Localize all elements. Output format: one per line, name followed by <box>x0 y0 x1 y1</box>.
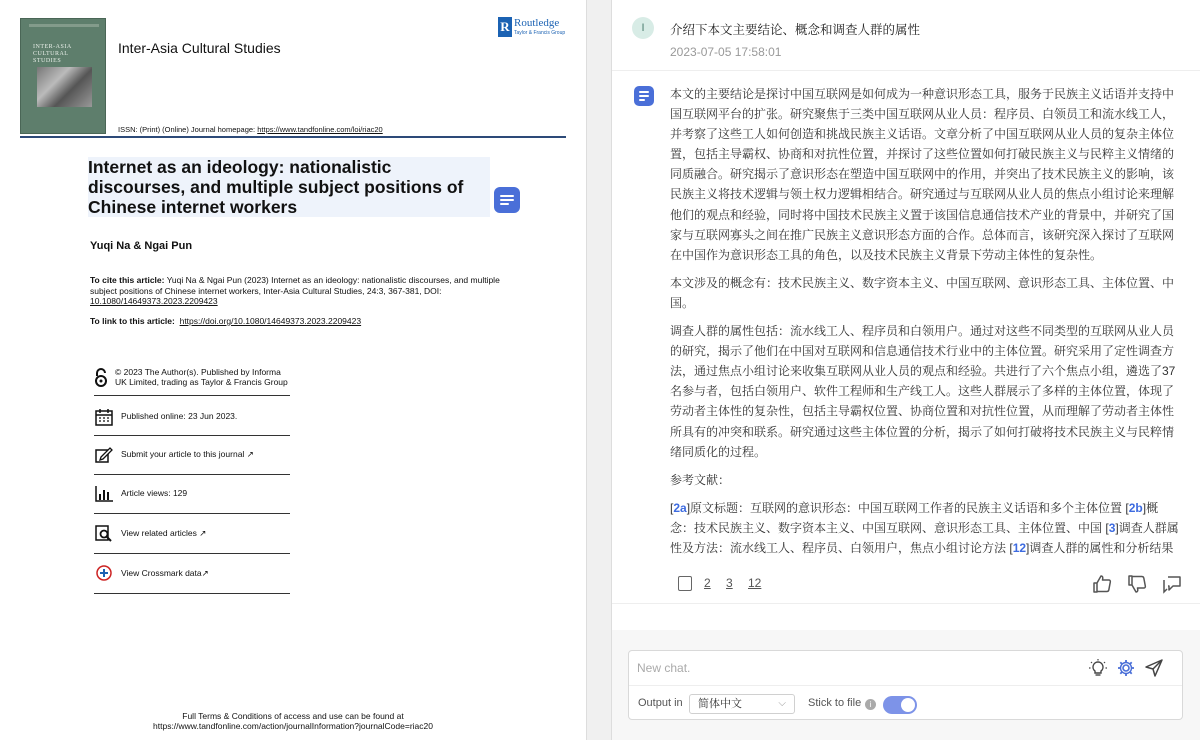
cite-label: To cite this article: <box>90 275 165 285</box>
journal-homepage-link[interactable]: https://www.tandfonline.com/loi/riac20 <box>257 125 383 134</box>
link-label: To link to this article: <box>90 316 178 326</box>
comment-flag-icon[interactable] <box>1162 574 1182 594</box>
submit-row[interactable] <box>94 436 290 475</box>
chat-panel <box>612 0 1200 740</box>
ref-link[interactable]: 3 <box>1108 520 1116 535</box>
cite-body: Yuqi Na & Ngai Pun (2023) Internet as an ideology: nationalistic discourses, and multiple subject positions of Chinese internet workers, Inter-Asia Cultural Studies, 24:3, 367-381, DOI: <box>90 275 500 296</box>
search-doc-icon <box>94 524 114 544</box>
output-language-select[interactable] <box>689 694 795 714</box>
question-timestamp: 2023-07-05 17:58:01 <box>670 45 782 59</box>
references-list: [2a]原文标题：互联网的意识形态：中国互联网工作者的民族主义话语和多个主体位置 [2b]概念：技术民族主义、数字资本主义、中国互联网、意识形态工具、主体位置、中国 [3]调查人群属性及方法：流水线工人、程序员、白领用户，焦点小组讨论方法 [12]调查人群的属性和分析结果 <box>670 500 1179 555</box>
ref-link[interactable]: 2a <box>673 500 687 515</box>
source-page-link[interactable]: 3 <box>726 576 733 590</box>
source-page-link[interactable]: 12 <box>748 576 762 590</box>
info-icon[interactable]: i <box>865 699 876 710</box>
journal-name: Inter-Asia Cultural Studies <box>118 40 281 56</box>
cover-photo <box>37 67 92 107</box>
assistant-avatar-icon <box>634 86 654 106</box>
user-avatar: I <box>632 17 654 39</box>
thumbs-down-icon[interactable] <box>1127 574 1147 594</box>
assistant-answer <box>670 84 1180 566</box>
ref-link[interactable]: 2b <box>1128 500 1143 515</box>
article-link-line <box>90 316 361 326</box>
edit-icon <box>94 445 114 465</box>
output-language-label: Output in <box>638 697 683 709</box>
issn-line <box>118 125 383 134</box>
terms-footer: Full Terms & Conditions of access and use can be found at https://www.tandfonline.com/action/journalInformation?journalCode=riac20 <box>153 711 433 731</box>
chat-composer <box>628 650 1183 720</box>
book-icon[interactable] <box>678 576 692 591</box>
thumbs-up-icon[interactable] <box>1092 574 1112 594</box>
settings-gear-icon[interactable] <box>1117 659 1135 677</box>
ref-link[interactable]: 12 <box>1012 540 1027 555</box>
published-text: Published online: 23 Jun 2023. <box>121 410 238 421</box>
divider <box>629 685 1182 686</box>
calendar-icon <box>94 407 114 427</box>
issn-prefix: ISSN: (Print) (Online) Journal homepage: <box>118 125 258 134</box>
views-row <box>94 475 290 514</box>
stick-to-file-toggle[interactable] <box>883 696 917 714</box>
published-row <box>94 398 290 436</box>
selected-language: 简体中文 <box>698 698 742 710</box>
crossmark-row[interactable] <box>94 554 290 594</box>
pane-splitter[interactable] <box>586 0 612 740</box>
journal-cover-image <box>20 18 106 134</box>
citation-block <box>90 275 500 307</box>
license-row <box>94 360 290 396</box>
cover-title: INTER-ASIA CULTURAL STUDIES <box>33 44 72 64</box>
lightbulb-icon[interactable] <box>1089 659 1107 677</box>
external-link-icon: ↗ <box>246 449 254 460</box>
article-doi-link[interactable]: https://doi.org/10.1080/14649373.2023.2209423 <box>179 316 362 326</box>
divider <box>612 603 1200 604</box>
license-text: © 2023 The Author(s). Published by Informa UK Limited, trading as Taylor & Francis Group <box>115 367 288 387</box>
publisher-sub: Taylor & Francis Group <box>514 30 566 36</box>
cover-band <box>29 24 99 27</box>
source-page-link[interactable]: 2 <box>704 576 711 590</box>
answer-paragraph: 本文的主要结论是探讨中国互联网是如何成为一种意识形态工具，服务于民族主义话语并支持中国互联网平台的扩张。研究聚焦于三类中国互联网从业人员：程序员、白领员工和流水线工人，并考察了这些工人如何创造和挑战民族主义话语。文章分析了中国互联网从业人员的复杂主体位置，包括主导霸权、协商和对抗性位置，并探讨了这些位置如何打破民族主义与民粹主义情绪的同质融合。研究揭示了意识形态在塑造中国互联网中的作用，并突出了技术民族主义的影响，该民族主义将技术逻辑与领土权力逻辑相结合。研究通过与互联网从业人员的焦点小组讨论来理解他们的观点和经验，同时将中国技术民族主义置于该国信息通信技术产业的背景中，并研究了国家与互联网寡头之间在推广民族主义意识形态方面的合作。总体而言，该研究深入探讨了互联网在中国作为意识形态工具的角色，以及技术民族主义背景下劳动主体性的复杂性。 <box>670 87 1175 262</box>
article-title: Internet as an ideology: nationalistic discourses, and multiple subject positions of Chinese internet workers <box>88 157 490 217</box>
send-icon[interactable] <box>1145 659 1163 677</box>
toggle-knob <box>901 698 915 712</box>
cite-doi-link[interactable]: 10.1080/14649373.2023.2209423 <box>90 296 218 306</box>
pdf-viewer[interactable] <box>0 0 586 740</box>
stick-to-file-label: Stick to file <box>808 697 862 709</box>
views-text: Article views: 129 <box>121 488 188 499</box>
divider <box>612 70 1200 71</box>
related-text[interactable]: View related articles ↗ <box>121 527 207 538</box>
external-link-icon: ↗ <box>199 527 207 538</box>
authors: Yuqi Na & Ngai Pun <box>90 240 193 252</box>
chat-input[interactable] <box>637 659 1057 677</box>
references-heading: 参考文献： <box>670 472 731 487</box>
crossmark-icon <box>94 564 114 584</box>
bar-chart-icon <box>94 484 114 504</box>
publisher-name: Routledge <box>514 17 560 29</box>
external-link-icon: ↗ <box>201 567 209 578</box>
routledge-mark: R <box>498 17 512 37</box>
chevron-down-icon: ⌵ <box>778 698 786 709</box>
submit-text[interactable]: Submit your article to this journal ↗ <box>121 449 254 460</box>
answer-actions <box>670 574 1182 594</box>
chat-bubble-icon[interactable] <box>494 187 520 213</box>
publisher-logo <box>498 17 568 39</box>
answer-paragraph: 调查人群的属性包括：流水线工人、程序员和白领用户。通过对这些不同类型的互联网从业人员的研究，揭示了他们在中国对互联网和信息通信技术行业中的主体位置。研究采用了定性调查方法，通过焦点小组讨论来收集互联网从业人员的观点和经验。共进行了六个焦点小组，遴选了37名参与者，包括白领用户、软件工程师和生产线工人。这些人群展示了多样的主体位置，体现了劳动者主体性的复杂性，包括主导霸权位置、协商位置和对抗性位置，从而理解了劳动者主体性所具有的冲突和联系。研究通过这些主体位置的分析，揭示了如何打破将技术民族主义与民粹情绪同质化的过程。 <box>670 324 1176 459</box>
user-question: 介绍下本文主要结论、概念和调查人群的属性 <box>670 23 921 37</box>
open-access-icon <box>94 368 108 388</box>
related-row[interactable] <box>94 514 290 554</box>
header-rule <box>20 136 566 138</box>
crossmark-text[interactable]: View Crossmark data↗ <box>121 567 209 578</box>
answer-paragraph: 本文涉及的概念有：技术民族主义、数字资本主义、中国互联网、意识形态工具、主体位置、中国。 <box>670 275 1175 310</box>
